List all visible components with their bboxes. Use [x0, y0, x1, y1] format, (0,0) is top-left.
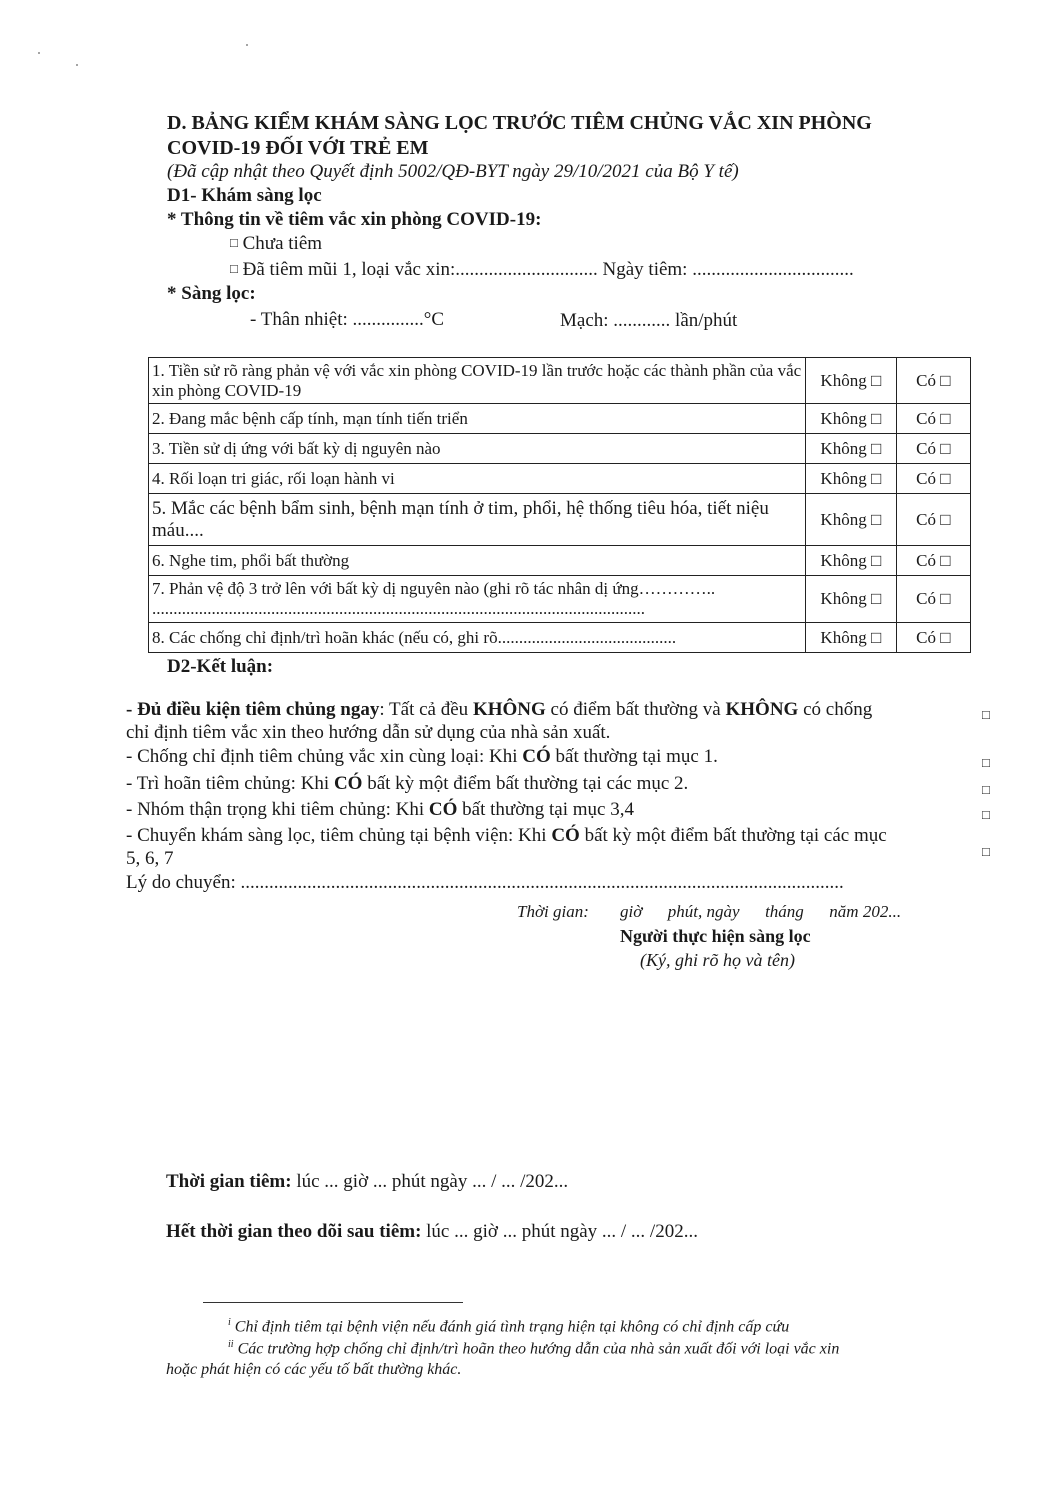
table-row — [149, 464, 971, 494]
document-subtitle: (Đã cập nhật theo Quyết định 5002/QĐ-BYT ngày 29/10/2021 của Bộ Y tế) — [167, 161, 739, 182]
checkbox-icon[interactable]: □ — [230, 235, 238, 250]
vaccine-info-label: * Thông tin về tiêm vắc xin phòng COVID-19: — [167, 209, 542, 230]
question-cell: 3. Tiền sử dị ứng với bất kỳ dị nguyên nào — [149, 434, 806, 464]
question-cell: 5. Mắc các bệnh bẩm sinh, bệnh mạn tính ở tim, phổi, hệ thống tiêu hóa, tiết niệu máu.... — [149, 494, 806, 546]
footnote-divider — [203, 1302, 463, 1303]
text-span: KHÔNG — [472, 699, 546, 720]
text-span: CÓ — [428, 799, 458, 820]
text-span: : Tất cả đều — [379, 699, 473, 720]
text-span: - Trì hoãn tiêm chủng: Khi — [126, 773, 334, 794]
answer-no[interactable]: Không □ — [806, 404, 897, 434]
document-title-line1: D. BẢNG KIỂM KHÁM SÀNG LỌC TRƯỚC TIÊM CHỦNG VẮC XIN PHÒNG — [167, 112, 872, 134]
footnote-2-text: Các trường hợp chống chỉ định/trì hoãn theo hướng dẫn của nhà sản xuất đối với loại vắc xin — [233, 1340, 840, 1358]
document-title-line2: COVID-19 ĐỐI VỚI TRẺ EM — [167, 137, 429, 159]
answer-yes[interactable]: Có □ — [896, 576, 970, 623]
text-span: có điểm bất thường và — [545, 699, 726, 720]
question-cell: 1. Tiền sử rõ ràng phản vệ với vắc xin phòng COVID-19 lần trước hoặc các thành phần của vắc xin phòng COVID-19 — [149, 358, 806, 404]
table-row — [149, 434, 971, 464]
observation-end-value[interactable]: lúc ... giờ ... phút ngày ... / ... /202... — [421, 1221, 698, 1242]
injection-time-value[interactable]: lúc ... giờ ... phút ngày ... / ... /202... — [291, 1171, 569, 1192]
text-span: bất thường tại mục 1. — [550, 746, 718, 767]
text-span: bất thường tại mục 3,4 — [457, 799, 634, 820]
conclusion-contraindicated — [126, 746, 718, 768]
conclusion-eligible — [126, 699, 872, 721]
footnote-1-text: Chỉ định tiêm tại bệnh viện nếu đánh giá tình trạng hiện tại không có chỉ định cấp cứu — [230, 1318, 790, 1336]
d1-heading: D1- Khám sàng lọc — [167, 185, 322, 206]
injection-time — [166, 1171, 568, 1193]
footnote-2-line2: hoặc phát hiện có các yếu tố bất thường khác. — [166, 1361, 462, 1378]
text-span: CÓ — [522, 746, 551, 767]
question-cell: 2. Đang mắc bệnh cấp tính, mạn tính tiến triển — [149, 404, 806, 434]
signature-time-label: Thời gian: — [517, 902, 589, 921]
signature-note: (Ký, ghi rõ họ và tên) — [640, 950, 795, 970]
footnote-mark: ii — [228, 1339, 234, 1350]
answer-yes[interactable]: Có □ — [896, 464, 970, 494]
answer-yes[interactable]: Có □ — [896, 434, 970, 464]
screening-table — [148, 357, 971, 653]
answer-yes[interactable]: Có □ — [896, 404, 970, 434]
d2-heading: D2-Kết luận: — [167, 656, 274, 677]
transfer-reason-field[interactable]: Lý do chuyển: ............................................................................................................................... — [126, 872, 844, 893]
text-span: - Nhóm thận trọng khi tiêm chủng: Khi — [126, 799, 429, 820]
conclusion-caution — [126, 799, 634, 821]
footnote-2 — [228, 1339, 839, 1358]
answer-no[interactable]: Không □ — [806, 464, 897, 494]
pulse-field[interactable]: Mạch: ............ lần/phút — [560, 310, 738, 331]
checkbox-icon[interactable]: □ — [982, 755, 990, 770]
option-not-vaccinated[interactable] — [230, 233, 322, 255]
answer-yes[interactable]: Có □ — [896, 494, 970, 546]
question-cell: 7. Phản vệ độ 3 trở lên với bất kỳ dị nguyên nào (ghi rõ tác nhân dị ứng………….. .................................................................................................................... — [149, 576, 806, 623]
conclusion-eligible-line2: chỉ định tiêm vắc xin theo hướng dẫn sử dụng của nhà sản xuất. — [126, 722, 611, 743]
text-span: - Chuyển khám sàng lọc, tiêm chủng tại bệnh viện: Khi — [126, 825, 552, 846]
observation-end-time — [166, 1221, 698, 1243]
table-row — [149, 358, 971, 404]
text-span: - Chống chỉ định tiêm chủng vắc xin cùng loại: Khi — [126, 746, 523, 767]
answer-yes[interactable]: Có □ — [896, 358, 970, 404]
performer-label: Người thực hiện sàng lọc — [620, 926, 811, 946]
answer-yes[interactable]: Có □ — [896, 546, 970, 576]
question-cell: 4. Rối loạn tri giác, rối loạn hành vi — [149, 464, 806, 494]
checkbox-icon[interactable]: □ — [982, 844, 990, 859]
answer-no[interactable]: Không □ — [806, 358, 897, 404]
table-row — [149, 404, 971, 434]
screening-label: * Sàng lọc: — [167, 283, 256, 304]
text-span: bất kỳ một điểm bất thường tại các mục — [579, 825, 887, 846]
table-row — [149, 546, 971, 576]
injection-time-label: Thời gian tiêm: — [166, 1171, 292, 1192]
conclusion-transfer-line2: 5, 6, 7 — [126, 848, 174, 869]
footnote-1 — [228, 1317, 789, 1336]
checkbox-icon[interactable]: □ — [982, 707, 990, 722]
text-span: bất kỳ một điểm bất thường tại các mục 2. — [362, 773, 689, 794]
text-span: KHÔNG — [725, 699, 799, 720]
answer-no[interactable]: Không □ — [806, 546, 897, 576]
temperature-field[interactable]: - Thân nhiệt: ...............°C — [250, 309, 445, 330]
text-span: CÓ — [551, 825, 580, 846]
conclusion-postpone — [126, 773, 688, 795]
question-cell: 8. Các chống chỉ định/trì hoãn khác (nếu có, ghi rõ.......................................... — [149, 623, 806, 653]
answer-yes[interactable]: Có □ — [896, 623, 970, 653]
scan-speck — [76, 64, 78, 66]
conclusion-eligible-title: - Đủ điều kiện tiêm chủng ngay — [126, 699, 380, 720]
scan-speck — [38, 52, 40, 54]
answer-no[interactable]: Không □ — [806, 623, 897, 653]
observation-end-label: Hết thời gian theo dõi sau tiêm: — [166, 1221, 422, 1242]
question-cell: 6. Nghe tim, phổi bất thường — [149, 546, 806, 576]
option-dose1-label: Đã tiêm mũi 1, loại vắc xin:.............................. Ngày tiêm: .................................. — [242, 259, 854, 280]
answer-no[interactable]: Không □ — [806, 494, 897, 546]
signature-time-fields[interactable]: giờ phút, ngày tháng năm 202... — [620, 902, 902, 921]
text-span: CÓ — [333, 773, 363, 794]
scan-speck — [246, 44, 248, 46]
conclusion-transfer — [126, 825, 887, 847]
answer-no[interactable]: Không □ — [806, 434, 897, 464]
table-row — [149, 623, 971, 653]
option-dose1[interactable] — [230, 259, 854, 281]
text-span: có chống — [798, 699, 873, 720]
checkbox-icon[interactable]: □ — [982, 807, 990, 822]
checkbox-icon[interactable]: □ — [982, 782, 990, 797]
table-row — [149, 494, 971, 546]
table-row — [149, 576, 971, 623]
footnote-mark: i — [228, 1317, 231, 1328]
checkbox-icon[interactable]: □ — [230, 261, 238, 276]
answer-no[interactable]: Không □ — [806, 576, 897, 623]
option-not-vaccinated-label: Chưa tiêm — [242, 233, 323, 254]
